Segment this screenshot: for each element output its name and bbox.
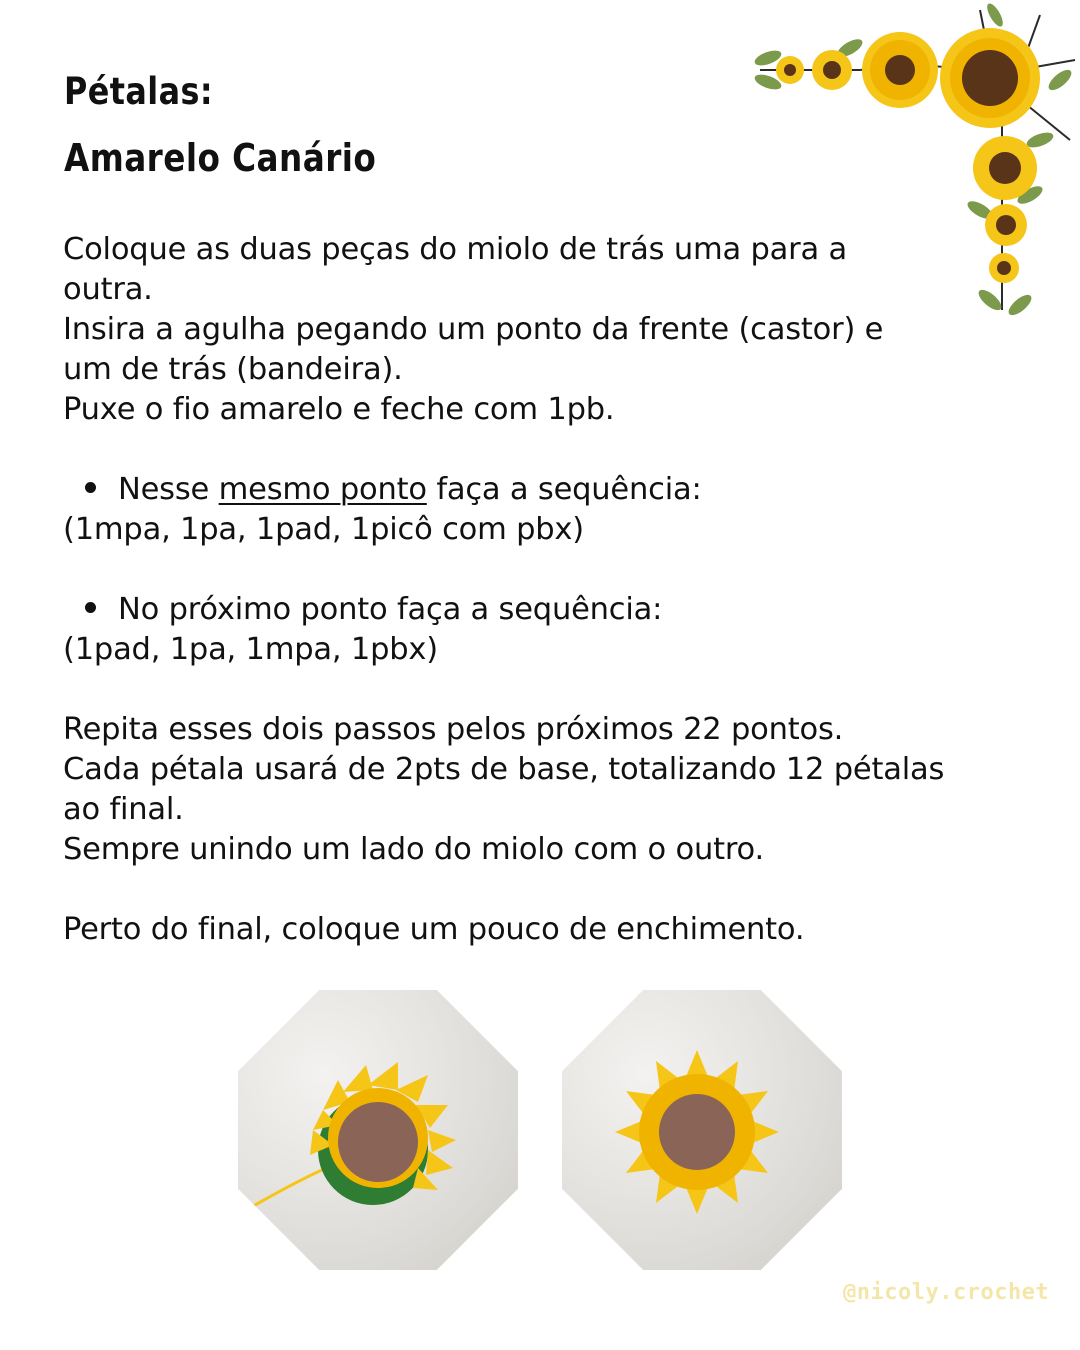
instruction-line: Coloque as duas peças do miolo de trás uma para a <box>63 232 847 267</box>
spacer <box>63 430 1023 470</box>
spacer <box>63 550 1023 590</box>
sunflower-medium <box>862 32 938 108</box>
bullet-icon <box>85 602 96 613</box>
bullet-text: Nesse <box>118 472 219 507</box>
spacer <box>63 670 1023 710</box>
sunflower-small <box>812 50 852 90</box>
sunflower-tiny <box>776 56 804 84</box>
bullet-text: No próximo ponto faça a sequência: <box>118 592 663 627</box>
instruction-line: Puxe o fio amarelo e feche com 1pb. <box>63 392 615 427</box>
instruction-line: Perto do final, coloque um pouco de enchimento. <box>63 912 805 947</box>
page-title: Pétalas: <box>64 70 214 113</box>
instruction-line: Cada pétala usará de 2pts de base, totalizando 12 pétalas <box>63 752 945 787</box>
instruction-line: Sempre unindo um lado do miolo com o outro. <box>63 832 764 867</box>
crochet-sunflower-half-image <box>238 990 518 1270</box>
instruction-line: um de trás (bandeira). <box>63 352 403 387</box>
instruction-line: outra. <box>63 272 153 307</box>
sunflower-large <box>940 28 1040 128</box>
bullet-text: faça a sequência: <box>426 472 702 507</box>
photo-crochet-sunflower-in-progress <box>238 990 518 1270</box>
page-subtitle: Amarelo Canário <box>64 136 377 180</box>
instructions <box>63 230 1023 950</box>
watermark: @nicoly.crochet <box>843 1280 1050 1305</box>
stitch-sequence: (1mpa, 1pa, 1pad, 1picô com pbx) <box>63 512 584 547</box>
bullet-item-2 <box>63 590 1023 630</box>
stitch-sequence: (1pad, 1pa, 1mpa, 1pbx) <box>63 632 438 667</box>
sunflower-vertical-1 <box>973 136 1037 200</box>
bullet-item-1 <box>63 470 1023 510</box>
spacer <box>63 870 1023 910</box>
underlined-text: mesmo ponto <box>218 472 427 507</box>
photo-crochet-sunflower-finished <box>562 990 842 1270</box>
bullet-icon <box>85 482 96 493</box>
crochet-sunflower-complete-image <box>562 990 842 1270</box>
instruction-line: Insira a agulha pegando um ponto da frente (castor) e <box>63 312 884 347</box>
instruction-line: ao final. <box>63 792 184 827</box>
instruction-line: Repita esses dois passos pelos próximos 22 pontos. <box>63 712 844 747</box>
